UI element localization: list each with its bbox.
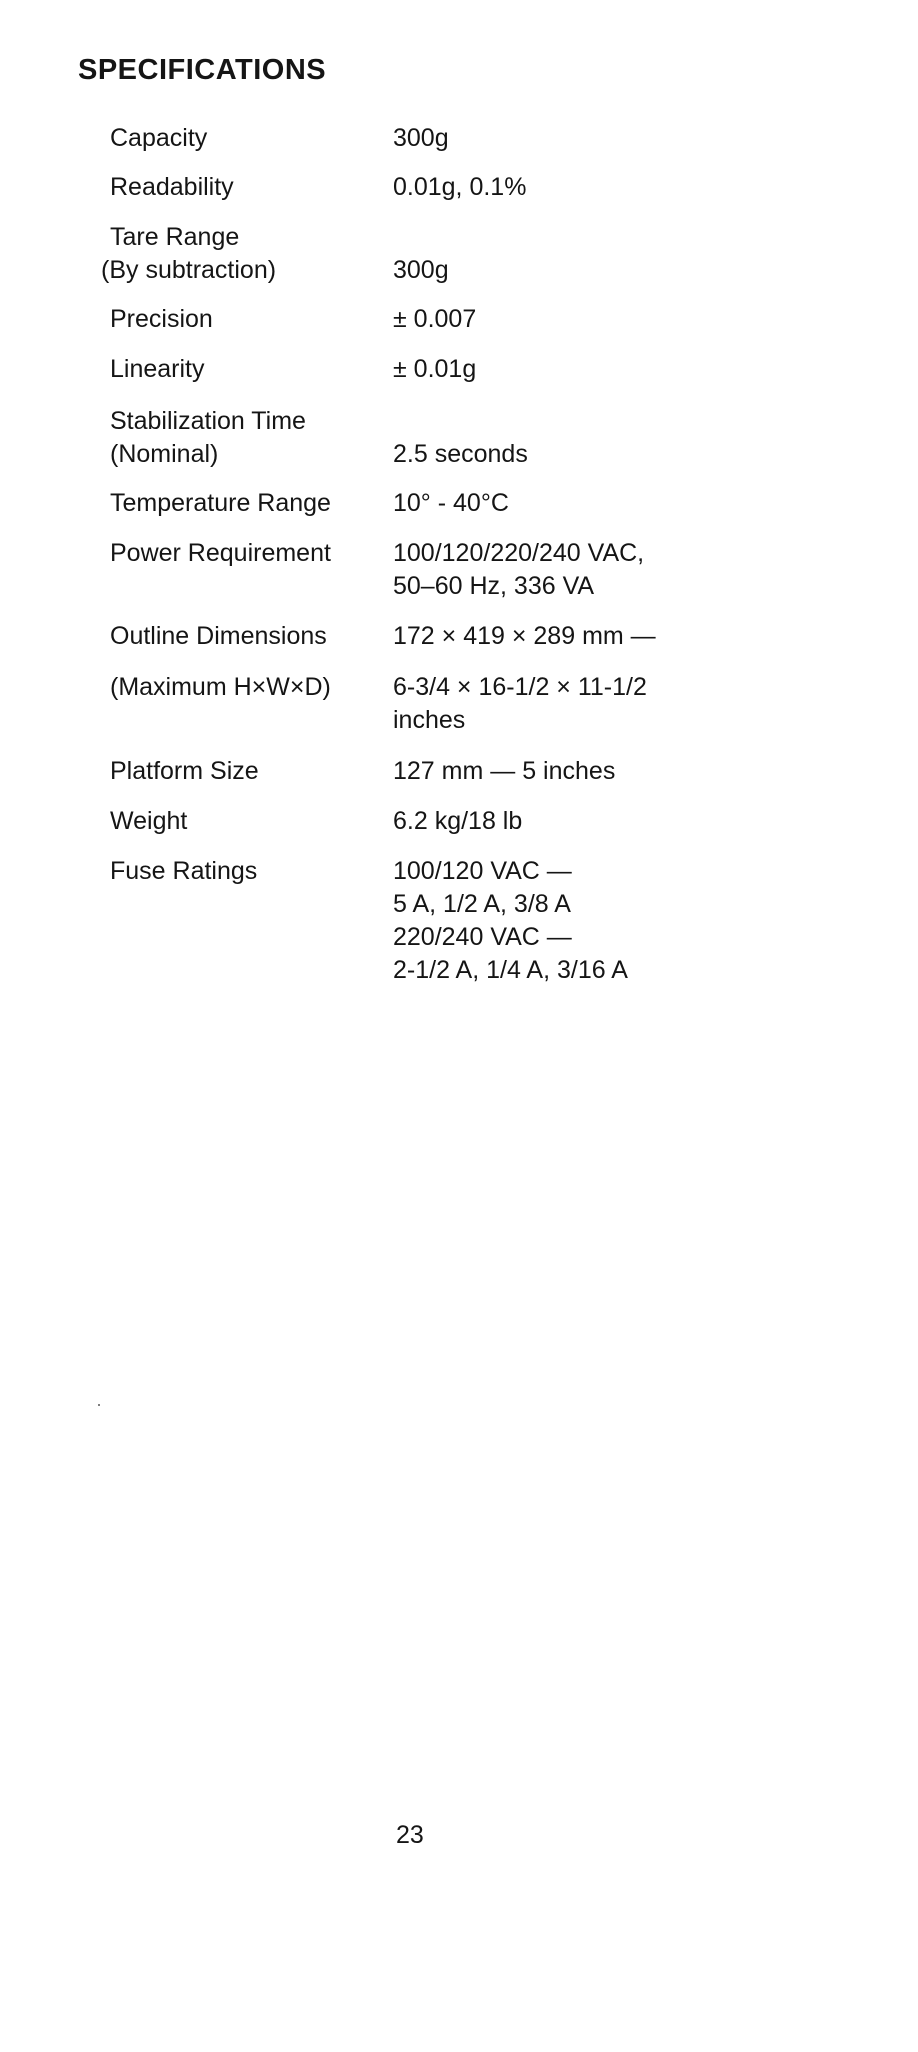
spec-value [393, 303, 476, 336]
spec-label [101, 221, 277, 287]
spec-value [393, 620, 656, 653]
spec-value-line [393, 221, 449, 254]
spec-label [110, 353, 205, 386]
spec-value [393, 405, 528, 471]
spec-value [393, 755, 615, 788]
spec-label-line: Precision [110, 305, 213, 333]
spec-label [110, 671, 331, 704]
spec-label [110, 122, 207, 155]
spec-value-line: 6.2 kg/18 lb [393, 807, 523, 835]
spec-value-line: 0.01g, 0.1% [393, 173, 527, 201]
spec-label-line: Linearity [110, 355, 205, 383]
spec-label-line: Readability [110, 173, 234, 201]
spec-label-line: (By subtraction) [101, 256, 277, 284]
spec-label [110, 755, 259, 788]
spec-value-line: inches [393, 706, 466, 734]
spec-value-line: 10° - 40°C [393, 489, 509, 517]
spec-label [110, 303, 213, 336]
spec-label-line: Power Requirement [110, 539, 331, 567]
spec-value-line: 6-3/4 × 16-1/2 × 11-1/2 [393, 673, 647, 701]
spec-value-line: 2.5 seconds [393, 440, 528, 468]
spec-value [393, 487, 509, 520]
spec-label [110, 537, 331, 570]
spec-label-line: Tare Range [110, 223, 240, 251]
spec-value-line: ± 0.01g [393, 355, 477, 383]
spec-value [393, 353, 476, 386]
spec-label-line: Platform Size [110, 757, 259, 785]
scan-speck [98, 1404, 100, 1406]
spec-value [393, 221, 449, 287]
spec-label-line: Capacity [110, 124, 208, 152]
spec-label [110, 405, 306, 471]
spec-value [393, 805, 522, 838]
spec-value-line: 127 mm — 5 inches [393, 757, 616, 785]
spec-label [110, 487, 331, 520]
page-title: SPECIFICATIONS [78, 54, 327, 86]
spec-value-line: 50–60 Hz, 336 VA [393, 572, 595, 600]
spec-value-line: 100/120/220/240 VAC, [393, 539, 645, 567]
spec-value [393, 122, 449, 155]
spec-value-line: 2-1/2 A, 1/4 A, 3/16 A [393, 956, 628, 984]
spec-label [110, 855, 257, 888]
spec-value [393, 537, 644, 603]
page-number: 23 [396, 1821, 424, 1849]
spec-value-line: 172 × 419 × 289 mm — [393, 622, 656, 650]
spec-value-line: 220/240 VAC — [393, 923, 572, 951]
spec-value [393, 855, 628, 987]
spec-value-line: 300g [393, 256, 449, 284]
spec-value-line [393, 405, 528, 438]
spec-label [110, 805, 187, 838]
spec-label-line: Outline Dimensions [110, 622, 327, 650]
spec-value-line: 300g [393, 124, 449, 152]
spec-value-line: ± 0.007 [393, 305, 477, 333]
spec-label [110, 620, 327, 653]
spec-label [110, 171, 234, 204]
spec-label-line: Stabilization Time [110, 407, 306, 435]
spec-label-line: Temperature Range [110, 489, 331, 517]
spec-label-line: (Nominal) [110, 440, 219, 468]
spec-label-line: Weight [110, 807, 188, 835]
spec-label-line: Fuse Ratings [110, 857, 258, 885]
spec-value [393, 171, 526, 204]
spec-value-line: 5 A, 1/2 A, 3/8 A [393, 890, 571, 918]
spec-value [393, 671, 647, 737]
spec-value-line: 100/120 VAC — [393, 857, 572, 885]
spec-label-line: (Maximum H×W×D) [110, 673, 331, 701]
